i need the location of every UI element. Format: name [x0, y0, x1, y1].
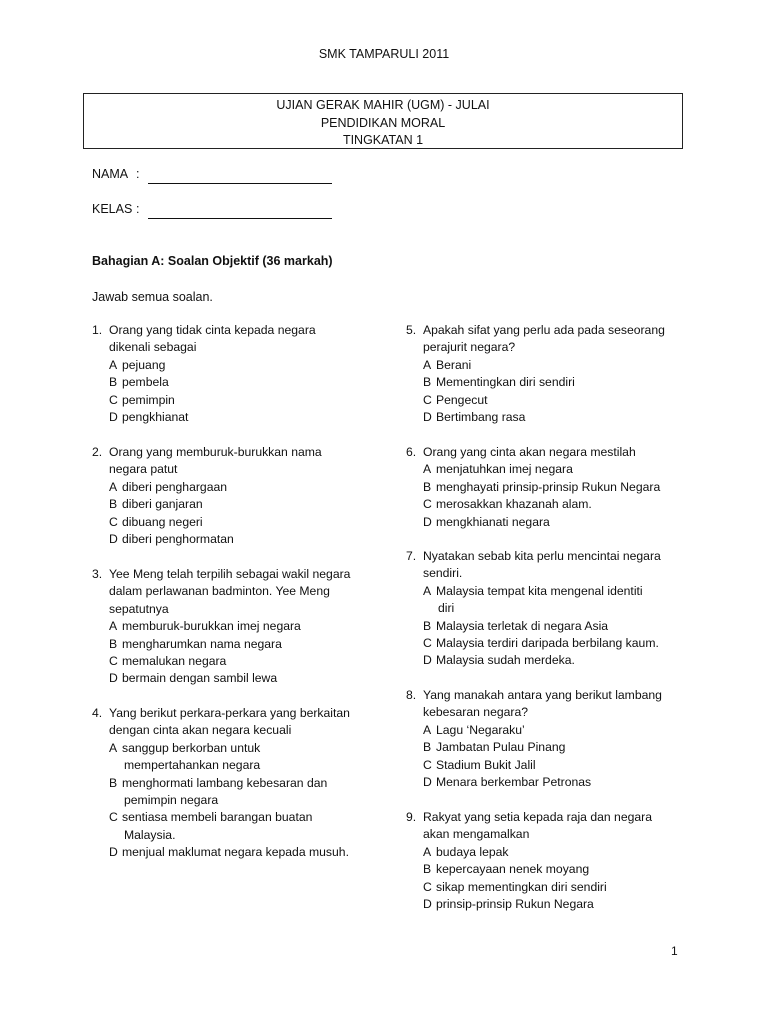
option-text: Bertimbang rasa	[436, 410, 526, 425]
exam-title: UJIAN GERAK MAHIR (UGM) - JULAI	[276, 98, 490, 112]
option-text: pembela	[122, 375, 169, 390]
option-text: sikap mementingkan diri sendiri	[436, 879, 607, 894]
option-letter: A	[109, 740, 118, 755]
option-letter: B	[109, 775, 118, 790]
option-letter: A	[423, 462, 432, 477]
question-stem-line: Yee Meng telah terpilih sebagai wakil negara	[109, 567, 351, 581]
option-letter: A	[423, 583, 432, 598]
page-number: 1	[671, 944, 678, 958]
answer-option	[406, 392, 706, 409]
kelas-colon: :	[136, 202, 140, 216]
option-letter: D	[109, 671, 118, 686]
option-letter: D	[109, 845, 118, 860]
answer-option	[92, 531, 382, 548]
option-letter: B	[423, 479, 432, 494]
option-letter: C	[423, 636, 432, 651]
answer-option	[92, 374, 382, 391]
option-letter: D	[109, 410, 118, 425]
option-letter: B	[423, 375, 432, 390]
subject-title: PENDIDIKAN MORAL	[320, 115, 446, 130]
question-4	[92, 705, 382, 862]
question-number: 3.	[92, 567, 103, 581]
option-text: menjatuhkan imej negara	[436, 462, 573, 477]
question-number: 4.	[92, 706, 103, 720]
kelas-field	[92, 202, 332, 219]
option-letter: A	[109, 479, 118, 494]
option-text: pejuang	[122, 357, 166, 372]
option-text: Malaysia sudah merdeka.	[436, 653, 575, 668]
question-7	[406, 548, 706, 687]
answer-option	[92, 357, 382, 374]
question-stem-line: Rakyat yang setia kepada raja dan negara	[423, 810, 653, 824]
question-stem-line: Orang yang tidak cinta kepada negara	[109, 323, 316, 337]
option-letter: C	[109, 392, 118, 407]
option-text: merosakkan khazanah alam.	[436, 497, 592, 512]
question-5	[406, 322, 706, 444]
nama-label: NAMA	[92, 167, 129, 181]
question-6	[406, 444, 706, 548]
option-letter: B	[109, 636, 118, 651]
answer-option	[92, 496, 382, 513]
option-text: Jambatan Pulau Pinang	[436, 740, 566, 755]
question-stem-line: perajurit negara?	[423, 340, 516, 355]
kelas-blank-line	[148, 204, 332, 219]
answer-option	[406, 896, 706, 913]
option-text: pengkhianat	[122, 410, 189, 425]
school-header: SMK TAMPARULI 2011	[318, 47, 450, 61]
option-letter: A	[423, 722, 432, 737]
answer-option	[406, 374, 706, 391]
question-number: 6.	[406, 445, 417, 459]
answer-option	[406, 739, 706, 756]
nama-field	[92, 167, 332, 184]
section-title: Bahagian A: Soalan Objektif (36 markah)	[92, 254, 333, 268]
question-stem-line: Nyatakan sebab kita perlu mencintai negara	[423, 549, 661, 563]
answer-option	[406, 879, 706, 896]
option-letter: D	[423, 653, 432, 668]
option-text: memalukan negara	[122, 654, 227, 669]
option-text: dibuang negeri	[122, 514, 203, 529]
option-letter: C	[423, 392, 432, 407]
question-stem-line: dalam perlawanan badminton. Yee Meng	[109, 584, 330, 599]
option-text: Berani	[436, 357, 472, 372]
question-3	[92, 566, 382, 705]
option-letter: A	[423, 844, 432, 859]
option-letter: B	[423, 740, 432, 755]
option-letter: B	[423, 862, 432, 877]
answer-option	[406, 583, 706, 600]
option-text: pemimpin	[122, 392, 175, 407]
option-text: sanggup berkorban untuk	[122, 740, 261, 755]
answer-option	[92, 653, 382, 670]
form-title: TINGKATAN 1	[342, 133, 424, 147]
option-text: sentiasa membeli barangan buatan	[122, 810, 313, 825]
question-stem-line: dikenali sebagai	[109, 340, 197, 355]
answer-option	[92, 514, 382, 531]
answer-option	[406, 861, 706, 878]
option-letter: C	[109, 810, 118, 825]
question-stem-line: negara patut	[109, 462, 178, 477]
option-text: memburuk-burukkan imej negara	[122, 619, 301, 634]
answer-option	[406, 496, 706, 513]
kelas-label: KELAS	[92, 202, 133, 216]
option-letter: D	[423, 897, 432, 912]
answer-option	[406, 357, 706, 374]
option-text-continuation: pemimpin negara	[124, 793, 219, 808]
question-8	[406, 687, 706, 809]
answer-option	[92, 409, 382, 426]
option-letter: D	[423, 514, 432, 529]
option-text: Malaysia terdiri daripada berbilang kaum.	[436, 636, 659, 651]
option-letter: C	[109, 654, 118, 669]
option-text: diberi ganjaran	[122, 497, 203, 512]
instruction: Jawab semua soalan.	[92, 290, 213, 304]
option-text: menghormati lambang kebesaran dan	[122, 775, 328, 790]
option-text: Stadium Bukit Jalil	[436, 757, 536, 772]
option-letter: D	[423, 410, 432, 425]
answer-option	[92, 636, 382, 653]
question-stem-line: sendiri.	[423, 566, 463, 581]
exam-title-box	[83, 93, 683, 149]
option-text: Lagu ‘Negaraku’	[436, 722, 525, 737]
option-text: kepercayaan nenek moyang	[436, 862, 590, 877]
option-text: prinsip-prinsip Rukun Negara	[436, 897, 594, 912]
option-text: Menara berkembar Petronas	[436, 775, 592, 790]
question-1	[92, 322, 382, 444]
option-letter: C	[109, 514, 118, 529]
question-number: 1.	[92, 323, 103, 337]
question-stem-line: Orang yang memburuk-burukkan nama	[109, 445, 322, 459]
option-letter: D	[423, 775, 432, 790]
question-number: 9.	[406, 810, 417, 824]
option-letter: C	[423, 757, 432, 772]
answer-option	[406, 757, 706, 774]
option-text: bermain dengan sambil lewa	[122, 671, 278, 686]
question-stem-line: akan mengamalkan	[423, 827, 530, 842]
answer-option	[406, 409, 706, 426]
option-letter: B	[423, 618, 432, 633]
option-letter: B	[109, 375, 118, 390]
option-text: Pengecut	[436, 392, 488, 407]
option-letter: C	[423, 497, 432, 512]
answer-option	[406, 461, 706, 478]
question-stem-line: sepatutnya	[109, 601, 169, 616]
answer-option	[406, 774, 706, 791]
answer-option	[406, 479, 706, 496]
option-text-continuation: diri	[438, 601, 455, 616]
nama-colon: :	[136, 167, 140, 181]
answer-option	[406, 618, 706, 635]
option-text: mengharumkan nama negara	[122, 636, 282, 651]
option-letter: C	[423, 879, 432, 894]
answer-option	[406, 722, 706, 739]
option-text: mengkhianati negara	[436, 514, 550, 529]
answer-option	[92, 392, 382, 409]
question-number: 8.	[406, 688, 417, 702]
option-text-continuation: mempertahankan negara	[124, 758, 261, 773]
answer-option	[92, 618, 382, 635]
option-text: diberi penghargaan	[122, 479, 228, 494]
option-text: Malaysia tempat kita mengenal identiti	[436, 583, 643, 598]
answer-option	[406, 635, 706, 652]
answer-option	[92, 809, 382, 826]
question-number: 7.	[406, 549, 417, 563]
option-text: menjual maklumat negara kepada musuh.	[122, 845, 349, 860]
answer-option	[406, 844, 706, 861]
answer-option	[92, 670, 382, 687]
option-letter: A	[109, 619, 118, 634]
option-letter: A	[423, 357, 432, 372]
option-text: budaya lepak	[436, 844, 509, 859]
question-number: 2.	[92, 445, 103, 459]
answer-option	[406, 514, 706, 531]
right-column	[406, 322, 706, 913]
option-letter: B	[109, 497, 118, 512]
question-2	[92, 444, 382, 566]
question-stem-line: dengan cinta akan negara kecuali	[109, 723, 292, 738]
nama-blank-line	[148, 169, 332, 184]
answer-option	[92, 479, 382, 496]
answer-option	[92, 740, 382, 757]
question-stem-line: Orang yang cinta akan negara mestilah	[423, 445, 636, 459]
option-text: menghayati prinsip-prinsip Rukun Negara	[436, 479, 661, 494]
question-9	[406, 809, 706, 913]
option-text: Mementingkan diri sendiri	[436, 375, 575, 390]
answer-option	[92, 844, 382, 861]
option-letter: A	[109, 357, 118, 372]
left-column	[92, 322, 382, 862]
question-stem-line: Yang manakah antara yang berikut lambang	[423, 688, 662, 702]
answer-option	[92, 775, 382, 792]
question-stem-line: Yang berikut perkara-perkara yang berkaitan	[109, 706, 350, 720]
option-text: Malaysia terletak di negara Asia	[436, 618, 609, 633]
option-letter: D	[109, 532, 118, 547]
option-text: diberi penghormatan	[122, 532, 234, 547]
answer-option	[406, 652, 706, 669]
question-number: 5.	[406, 323, 417, 337]
option-text-continuation: Malaysia.	[124, 827, 176, 842]
question-stem-line: Apakah sifat yang perlu ada pada seseorang	[423, 323, 665, 337]
question-stem-line: kebesaran negara?	[423, 705, 529, 720]
